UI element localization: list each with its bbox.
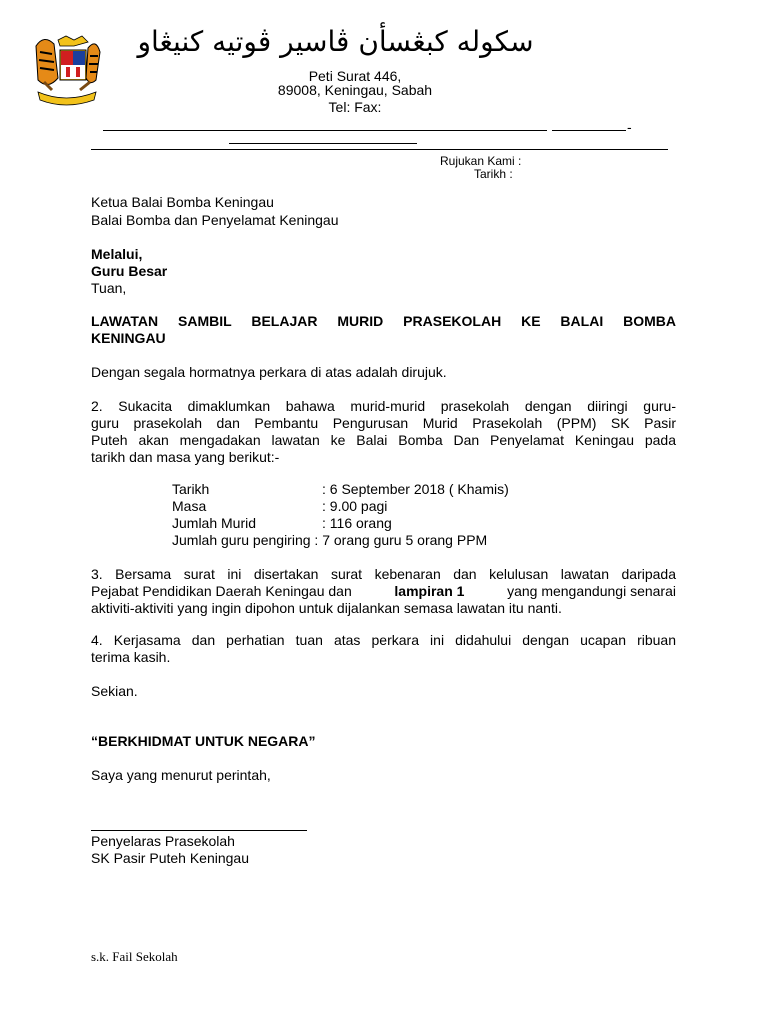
opening-sentence: Dengan segala hormatnya perkara di atas adalah dirujuk. [91,364,447,380]
detail-key: Tarikh [172,481,210,497]
subject-line-1: LAWATAN SAMBIL BELAJAR MURID PRASEKOLAH KE BALAI BOMBA [91,313,676,329]
para4-line-2: terima kasih. [91,649,171,665]
recipient-line-1: Ketua Balai Bomba Keningau [91,194,274,210]
melalui-label: Melalui, [91,246,143,262]
detail-value: : 116 orang [322,515,392,531]
salutation: Tuan, [91,280,127,296]
subject-line-2: KENINGAU [91,330,166,346]
detail-row-jumlah-guru: Jumlah guru pengiring : 7 orang guru 5 orang PPM [172,532,488,548]
para2-line-2: guru prasekolah dan Pembantu Pengurusan Murid Prasekolah (PPM) SK Pasir [91,415,676,431]
para3-line-2 [91,583,676,600]
cc-line: s.k. Fail Sekolah [91,949,178,964]
school-crest-logo [30,34,102,108]
para3-line-1: 3. Bersama surat ini disertakan surat kebenaran dan kelulusan lawatan daripada [91,566,676,582]
school-name-jawi: سكوله كبڠسأن ڤاسير ڤوتيه كنيڠاو [137,25,534,58]
guru-besar-label: Guru Besar [91,263,168,279]
motto: “BERKHIDMAT UNTUK NEGARA” [91,733,316,749]
letterhead-rule-3 [91,149,668,150]
letterhead-rule-1b [552,130,626,131]
detail-key: Masa [172,498,207,514]
address-line-3: Tel: Fax: [328,99,382,115]
signatory-school: SK Pasir Puteh Keningau [91,850,249,866]
rujukan-label: Rujukan Kami : [440,154,522,168]
detail-value: : 6 September 2018 ( Khamis) [322,481,509,497]
lampiran-bold: lampiran 1 [394,583,465,599]
address-line-1: Peti Surat 446, [308,68,402,84]
closing-sekian: Sekian. [91,683,138,699]
para2-line-1: 2. Sukacita dimaklumkan bahawa murid-murid prasekolah dengan diiringi guru- [91,398,676,414]
signatory-title: Penyelaras Prasekolah [91,833,235,849]
detail-key: Jumlah Murid [172,515,257,531]
para2-line-4: tarikh dan masa yang berikut:- [91,449,280,465]
para3-line-2-end: yang mengandungi senarai [507,583,676,599]
letterhead-rule-2 [229,143,417,144]
para4-line-1: 4. Kerjasama dan perhatian tuan atas perkara ini didahului dengan ucapan ribuan [91,632,676,648]
address-line-2: 89008, Keningau, Sabah [277,82,433,98]
detail-value: : 9.00 pagi [322,498,388,514]
letterhead-rule-dash: - [627,119,632,135]
tarikh-label: Tarikh : [474,167,513,181]
obedient-line: Saya yang menurut perintah, [91,767,271,783]
para2-line-3: Puteh akan mengadakan lawatan ke Balai Bomba Dan Penyelamat Keningau pada [91,432,676,448]
letterhead-rule-1 [103,130,547,131]
recipient-line-2: Balai Bomba dan Penyelamat Keningau [91,212,339,228]
para3-line-3: aktiviti-aktiviti yang ingin dipohon untuk dijalankan semasa lawatan itu nanti. [91,600,562,616]
signature-line [91,830,307,831]
para3-line-2-start: Pejabat Pendidikan Daerah Keningau dan [91,583,352,599]
